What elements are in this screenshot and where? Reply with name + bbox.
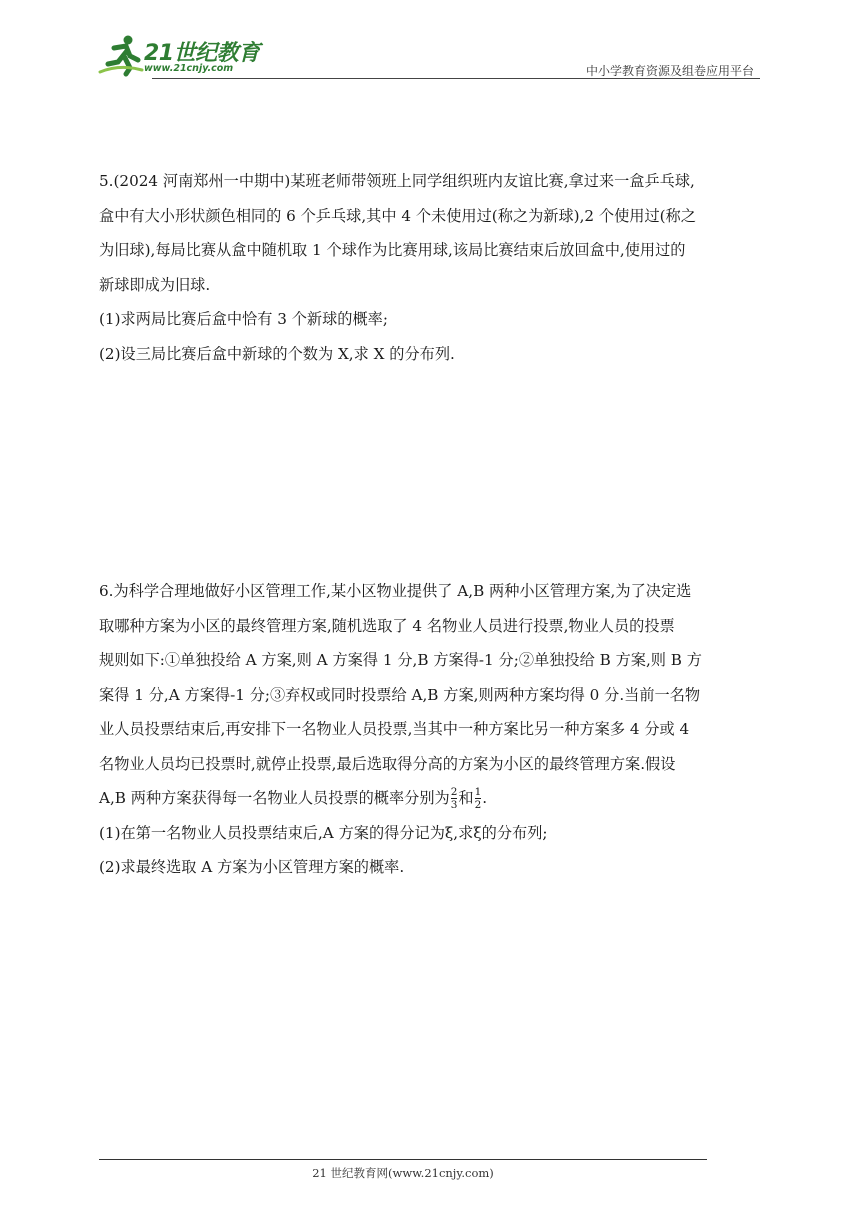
fraction-denominator: 3 [450,799,458,811]
fraction-numerator: 1 [474,786,482,798]
runner-logo-icon [96,34,144,78]
problem-6-line: 业人员投票结束后,再安排下一名物业人员投票,当其中一种方案比另一种方案多 4 分或 4 [99,720,690,738]
problem-6-line: 规则如下:①单独投给 A 方案,则 A 方案得 1 分,B 方案得-1 分;②单独投给 B 方案,则 B 方 [99,651,702,669]
footer-text: 21 世纪教育网(www.21cnjy.com) [312,1166,494,1180]
header-divider [152,78,760,79]
footer-divider [99,1159,707,1160]
page-header [96,34,760,80]
problem-6-line: 案得 1 分,A 方案得-1 分;③弃权或同时投票给 A,B 方案,则两种方案均得 0 分.当前一名物 [99,685,701,704]
problem-6-line: 取哪种方案为小区的最终管理方案,随机选取了 4 名物业人员进行投票,物业人员的投票 [99,616,675,635]
problem-5-line: 新球即成为旧球. [99,275,211,294]
problem-6 [99,574,763,885]
header-tagline: 中小学教育资源及组卷应用平台 [585,64,754,78]
site-logo [96,34,266,78]
fraction-two-thirds [451,787,458,811]
problem-6-line: 名物业人员均已投票时,就停止投票,最后选取得分高的方案为小区的最终管理方案.假设 [99,754,676,773]
problem-5-line: 5.(2024 河南郑州一中期中)某班老师带领班上同学组织班内友谊比赛,拿过来一盒乒乓球, [99,172,695,190]
problem-6-line: 6.为科学合理地做好小区管理工作,某小区物业提供了 A,B 两种小区管理方案,为了决定选 [99,582,692,600]
probability-line-text: A,B 两种方案获得每一名物业人员投票的概率分别为 [99,789,450,807]
problem-6-probability-line [99,781,763,816]
problem-6-question-2: (2)求最终选取 A 方案为小区管理方案的概率. [99,858,405,876]
problem-5-line: 为旧球),每局比赛从盒中随机取 1 个球作为比赛用球,该局比赛结束后放回盒中,使用过的 [99,241,686,259]
problem-6-question-1: (1)在第一名物业人员投票结束后,A 方案的得分记为ξ,求ξ的分布列; [99,823,548,842]
problem-5-question-1: (1)求两局比赛后盒中恰有 3 个新球的概率; [99,310,388,328]
fraction-denominator: 2 [474,799,482,811]
problem-5-line: 盒中有大小形状颜色相同的 6 个乒乓球,其中 4 个未使用过(称之为新球),2 个使用过(称之 [99,206,696,225]
fraction-one-half [475,787,482,811]
logo-title: 21世纪教育 [144,41,260,66]
conjunction-text: 和 [458,789,474,807]
logo-url: www.21cnjy.com [144,63,234,74]
sentence-end: . [482,789,488,807]
fraction-numerator: 2 [450,786,458,798]
problem-5 [99,164,763,371]
problem-5-question-2: (2)设三局比赛后盒中新球的个数为 X,求 X 的分布列. [99,344,455,363]
